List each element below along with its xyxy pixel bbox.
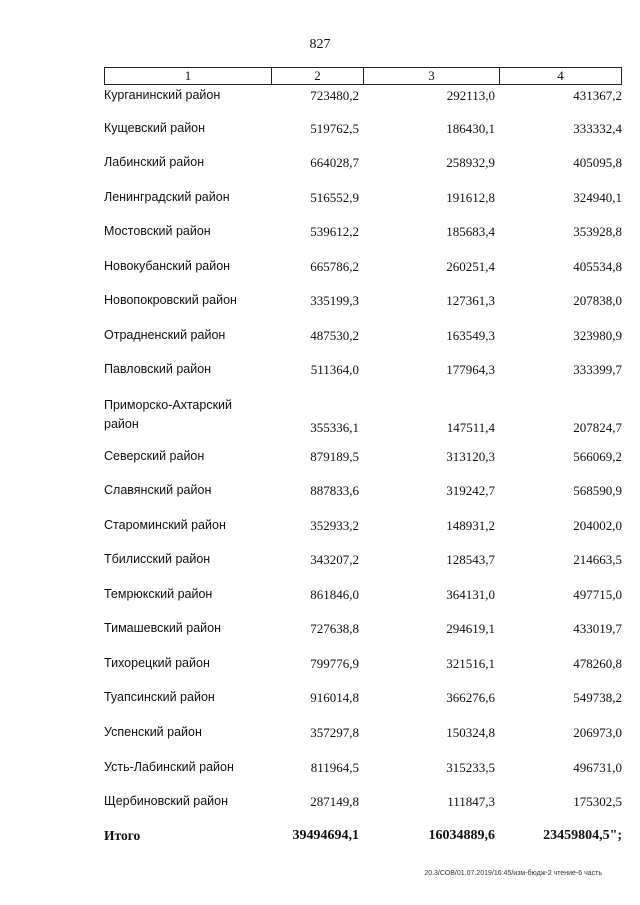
value-col-3: 315233,5 [446,760,495,775]
value-col-3: 294619,1 [446,621,495,636]
value-col-4: 433019,7 [573,621,622,636]
value-col-4: 207838,0 [573,293,622,308]
total-col-3: 16034889,6 [428,828,495,843]
value-col-4: 405534,8 [573,259,622,274]
value-col-3: 191612,8 [446,190,495,205]
table-row [0,190,640,210]
district-name: Тимашевский район [104,621,221,635]
value-col-3: 148931,2 [446,518,495,533]
table-row [0,552,640,572]
page-number: 827 [309,37,331,52]
value-col-4: 497715,0 [573,587,622,602]
value-col-2: 811964,5 [310,760,359,775]
value-col-2: 355336,1 [310,420,359,435]
value-col-4: 496731,0 [573,760,622,775]
table-row [0,259,640,279]
district-name: Щербиновский район [104,794,229,808]
district-name: Туапсинский район [104,690,215,704]
district-name: Отрадненский район [104,328,226,342]
district-name: Новопокровский район [104,293,237,307]
table-row [0,224,640,244]
value-col-3: 260251,4 [446,259,495,274]
district-name [104,396,232,434]
value-col-3: 185683,4 [446,224,495,239]
value-col-4: 333332,4 [573,121,622,136]
document-footer-code: 20.3/СОВ/01.07.2019/16:45/изм-бюдж-2 чтение-6 часть [424,870,602,877]
district-name: Мостовский район [104,224,211,238]
total-col-4: 23459804,5"; [543,828,622,843]
value-col-2: 799776,9 [310,656,359,671]
district-name: Павловский район [104,362,212,376]
value-col-2: 664028,7 [310,155,359,170]
district-name: Новокубанский район [104,259,231,273]
header-col-1: 1 [184,68,192,83]
value-col-3: 313120,3 [446,449,495,464]
header-col-4: 4 [499,68,621,84]
table-row [0,483,640,503]
value-col-2: 665786,2 [310,259,359,274]
value-col-3: 147511,4 [446,420,495,435]
value-col-2: 861846,0 [310,587,359,602]
value-col-3: 128543,7 [446,552,495,567]
value-col-2: 539612,2 [310,224,359,239]
value-col-4: 478260,8 [573,656,622,671]
value-col-2: 727638,8 [310,621,359,636]
district-name: Ленинградский район [104,190,230,204]
value-col-3: 292113,0 [446,88,495,103]
district-name-line-1: Приморско-Ахтарский [104,398,233,412]
value-col-4: 566069,2 [573,449,622,464]
value-col-4: 431367,2 [573,88,622,103]
value-col-3: 163549,3 [446,328,495,343]
district-name-line-2: район [104,417,139,431]
value-col-3: 111847,3 [447,794,495,809]
value-col-2: 343207,2 [310,552,359,567]
value-col-2: 287149,8 [310,794,359,809]
value-col-3: 258932,9 [446,155,495,170]
district-name: Кущевский район [104,121,206,135]
value-col-4: 324940,1 [573,190,622,205]
table-row [0,398,640,440]
district-name: Лабинский район [104,155,205,169]
value-col-2: 357297,8 [310,725,359,740]
district-name: Тбилисский район [104,552,211,566]
value-col-3: 321516,1 [446,656,495,671]
table-row [0,621,640,641]
total-label: Итого [104,828,141,843]
table-row [0,760,640,780]
value-col-4: 214663,5 [573,552,622,567]
district-name: Тихорецкий район [104,656,210,670]
district-name: Успенский район [104,725,202,739]
table-row [0,121,640,141]
value-col-2: 335199,3 [310,293,359,308]
total-row [0,828,640,848]
value-col-2: 487530,2 [310,328,359,343]
value-col-3: 150324,8 [446,725,495,740]
total-col-2: 39494694,1 [292,828,359,843]
value-col-2: 511364,0 [310,362,359,377]
value-col-4: 353928,8 [573,224,622,239]
value-col-4: 333399,7 [573,362,622,377]
table-header-row [104,67,622,85]
table-row [0,656,640,676]
value-col-2: 916014,8 [310,690,359,705]
table-row [0,362,640,382]
table-row [0,88,640,108]
value-col-2: 519762,5 [310,121,359,136]
value-col-4: 405095,8 [573,155,622,170]
value-col-4: 206973,0 [573,725,622,740]
value-col-3: 366276,6 [446,690,495,705]
value-col-4: 175302,5 [573,794,622,809]
table-row [0,155,640,175]
district-name: Темрюкский район [104,587,213,601]
table-row [0,725,640,745]
header-col-3: 3 [363,68,499,84]
value-col-2: 352933,2 [310,518,359,533]
table-row [0,449,640,469]
value-col-4: 204002,0 [573,518,622,533]
value-col-3: 177964,3 [446,362,495,377]
table-row [0,518,640,538]
value-col-3: 186430,1 [446,121,495,136]
table-row [0,328,640,348]
value-col-3: 319242,7 [446,483,495,498]
table-row [0,690,640,710]
district-name: Староминский район [104,518,226,532]
value-col-4: 549738,2 [573,690,622,705]
district-name: Северский район [104,449,205,463]
value-col-2: 723480,2 [310,88,359,103]
value-col-2: 516552,9 [310,190,359,205]
value-col-2: 879189,5 [310,449,359,464]
value-col-4: 568590,9 [573,483,622,498]
value-col-3: 127361,3 [446,293,495,308]
value-col-3: 364131,0 [446,587,495,602]
value-col-2: 887833,6 [310,483,359,498]
district-name: Курганинский район [104,88,221,102]
value-col-4: 207824,7 [573,420,622,435]
table-row [0,587,640,607]
district-name: Усть-Лабинский район [104,760,234,774]
table-row [0,794,640,814]
table-row [0,293,640,313]
value-col-4: 323980,9 [573,328,622,343]
header-col-2: 2 [271,68,363,84]
district-name: Славянский район [104,483,212,497]
